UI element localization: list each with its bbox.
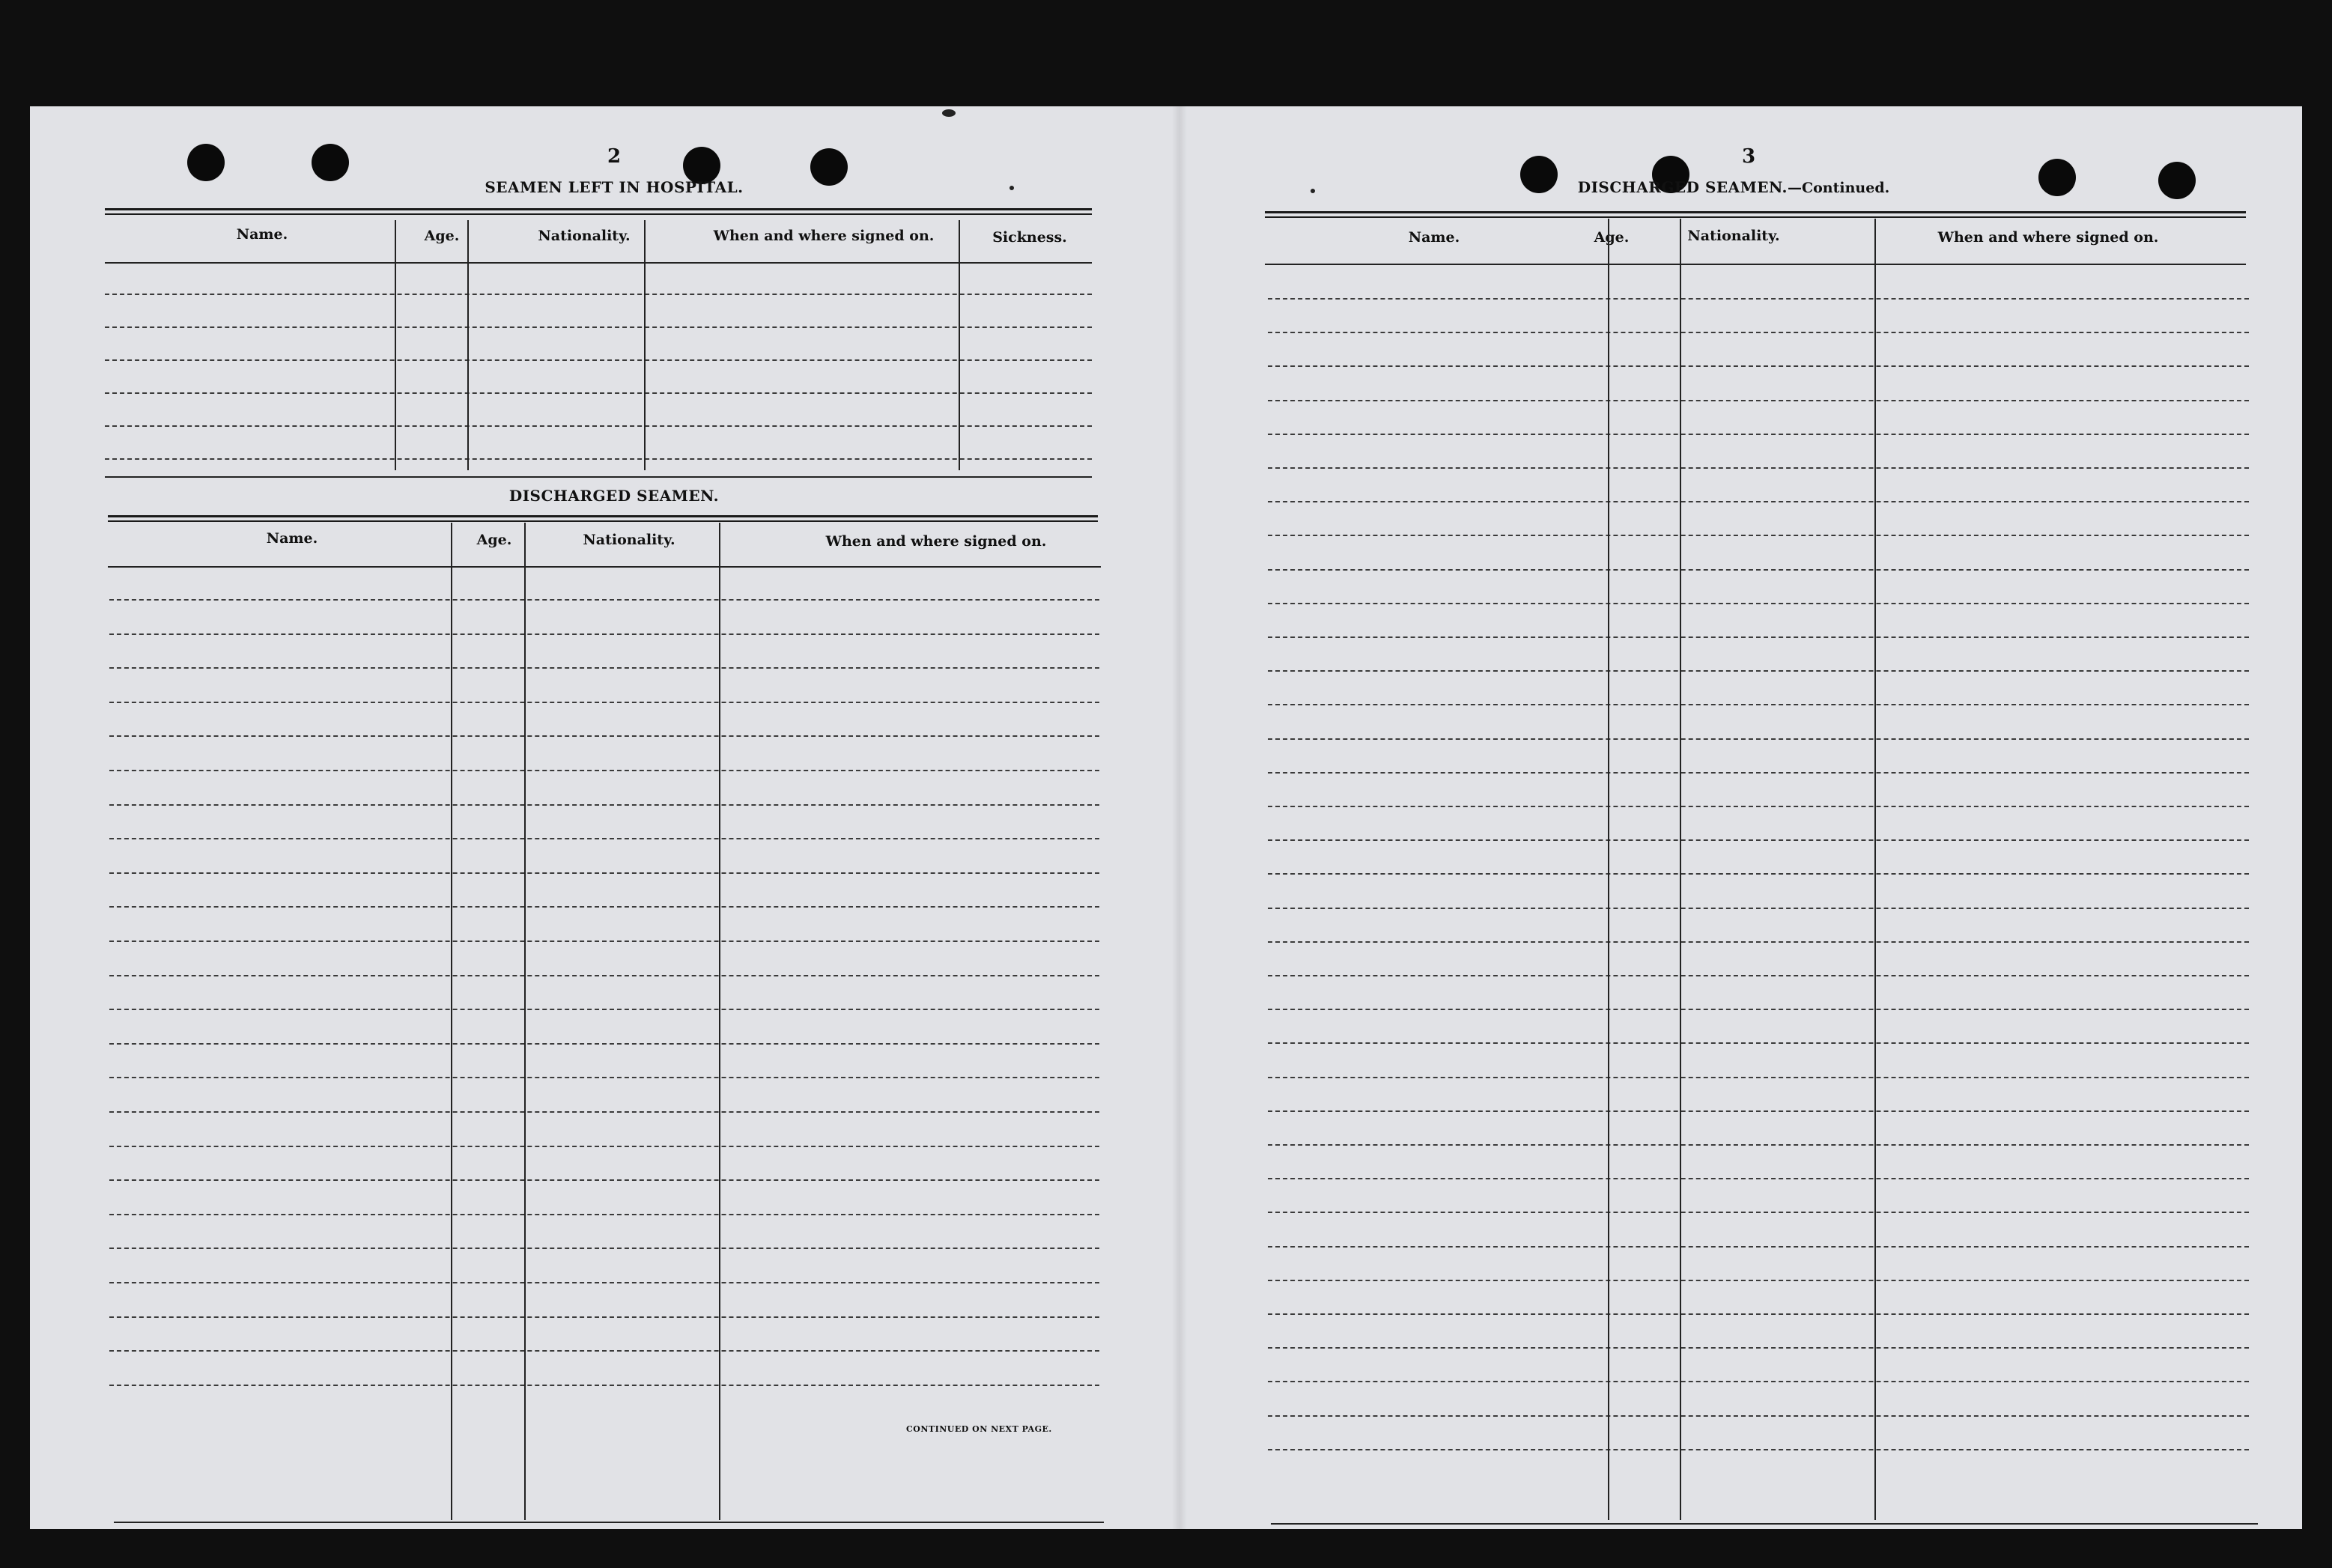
right-bottom-rule	[1271, 1523, 2258, 1525]
col-when-where: When and where signed on.	[1937, 229, 2159, 246]
blank-entry-row[interactable]	[109, 1316, 1099, 1318]
blank-entry-row[interactable]	[109, 1077, 1099, 1078]
hospital-top-rule	[105, 208, 1092, 210]
right-top-rule	[1265, 211, 2246, 213]
blank-entry-row[interactable]	[109, 1214, 1099, 1215]
left-page	[30, 106, 1172, 1529]
blank-entry-row[interactable]	[1268, 908, 2249, 909]
blank-entry-row[interactable]	[1268, 467, 2249, 469]
book-gutter	[1172, 106, 1187, 1529]
blank-entry-row[interactable]	[109, 667, 1099, 669]
blank-entry-row[interactable]	[109, 633, 1099, 635]
column-divider	[1874, 219, 1876, 1520]
blank-entry-row[interactable]	[109, 770, 1099, 771]
blank-entry-row[interactable]	[1268, 1246, 2249, 1248]
col-when-where: When and where signed on.	[825, 533, 1047, 550]
section-title-text: DISCHARGED SEAMEN.	[1577, 178, 1788, 196]
blank-entry-row[interactable]	[1268, 1449, 2249, 1450]
blank-entry-row[interactable]	[109, 1179, 1099, 1181]
blank-entry-row[interactable]	[1268, 1415, 2249, 1417]
blank-entry-row[interactable]	[1268, 975, 2249, 976]
blank-entry-row[interactable]	[1268, 298, 2249, 300]
column-divider	[395, 220, 396, 470]
blank-entry-row[interactable]	[1268, 1009, 2249, 1010]
blank-entry-row[interactable]	[1268, 365, 2249, 367]
blank-entry-row[interactable]	[109, 906, 1099, 908]
blank-entry-row[interactable]	[1268, 1178, 2249, 1179]
blank-entry-row[interactable]	[1268, 434, 2249, 435]
continued-suffix: —Continued.	[1788, 180, 1890, 196]
column-divider	[524, 523, 526, 1520]
column-divider	[719, 523, 720, 1520]
column-divider	[644, 220, 646, 470]
discharged-section-title: DISCHARGED SEAMEN.	[508, 487, 720, 505]
blank-entry-row[interactable]	[1268, 535, 2249, 536]
blank-entry-row[interactable]	[1268, 704, 2249, 705]
hospital-section-title: SEAMEN LEFT IN HOSPITAL.	[485, 178, 744, 196]
blank-entry-row[interactable]	[1268, 400, 2249, 401]
blank-entry-row[interactable]	[1268, 1042, 2249, 1044]
blank-entry-row[interactable]	[1268, 332, 2249, 333]
column-divider	[1680, 219, 1681, 1520]
blank-entry-row[interactable]	[109, 1282, 1099, 1283]
blank-entry-row[interactable]	[109, 1385, 1099, 1386]
column-divider	[467, 220, 469, 470]
blank-entry-row[interactable]	[1268, 1347, 2249, 1349]
column-divider	[1608, 219, 1609, 1520]
blank-entry-row[interactable]	[1268, 1381, 2249, 1382]
blank-entry-row[interactable]	[1268, 501, 2249, 502]
discharged-bottom-rule	[114, 1522, 1104, 1523]
blank-entry-row[interactable]	[109, 1009, 1099, 1010]
blank-entry-row[interactable]	[109, 941, 1099, 942]
col-age: Age.	[424, 228, 460, 244]
blank-entry-row[interactable]	[109, 975, 1099, 976]
column-divider	[959, 220, 960, 470]
blank-entry-row[interactable]	[109, 599, 1099, 601]
blank-entry-row[interactable]	[109, 804, 1099, 806]
blank-entry-row[interactable]	[1268, 941, 2249, 943]
blank-entry-row[interactable]	[1268, 1077, 2249, 1078]
blank-entry-row[interactable]	[109, 1111, 1099, 1113]
col-nationality: Nationality.	[583, 532, 675, 548]
blank-entry-row[interactable]	[1268, 1280, 2249, 1281]
blank-entry-row[interactable]	[109, 1043, 1099, 1045]
blank-entry-row[interactable]	[1268, 569, 2249, 571]
discharged-continued-title	[1546, 178, 1921, 196]
blank-entry-row[interactable]	[109, 1248, 1099, 1249]
blank-entry-row[interactable]	[109, 1146, 1099, 1147]
blank-entry-row[interactable]	[109, 735, 1099, 737]
col-nationality: Nationality.	[1687, 228, 1780, 244]
blank-entry-row[interactable]	[1268, 873, 2249, 875]
column-divider	[451, 523, 452, 1520]
hospital-bottom-rule	[105, 476, 1092, 478]
col-name: Name.	[236, 226, 288, 243]
right-page	[1187, 106, 2302, 1529]
blank-entry-row[interactable]	[105, 326, 1092, 328]
discharged-top-rule	[108, 515, 1098, 517]
ledger-paper	[30, 106, 2302, 1529]
blank-entry-row[interactable]	[1268, 1144, 2249, 1146]
col-when-where: When and where signed on.	[713, 228, 935, 244]
blank-entry-row[interactable]	[1268, 738, 2249, 740]
blank-entry-row[interactable]	[105, 392, 1092, 394]
blank-entry-row[interactable]	[1268, 772, 2249, 774]
hospital-header-rule	[105, 262, 1092, 264]
blank-entry-row[interactable]	[1268, 839, 2249, 841]
right-header-rule	[1265, 264, 2246, 265]
blank-entry-row[interactable]	[1268, 636, 2249, 638]
discharged-header-rule	[108, 566, 1101, 568]
blank-entry-row[interactable]	[109, 838, 1099, 839]
blank-entry-row[interactable]	[1268, 806, 2249, 807]
blank-entry-row[interactable]	[109, 702, 1099, 703]
blank-entry-row[interactable]	[1268, 670, 2249, 672]
blank-entry-row[interactable]	[1268, 1313, 2249, 1315]
blank-entry-row[interactable]	[1268, 603, 2249, 604]
blank-entry-row[interactable]	[109, 872, 1099, 874]
blank-entry-row[interactable]	[105, 294, 1092, 295]
page-number: 2	[607, 145, 622, 168]
blank-entry-row[interactable]	[1268, 1212, 2249, 1213]
page-number: 3	[1741, 145, 1756, 168]
col-name: Name.	[266, 530, 318, 547]
blank-entry-row[interactable]	[105, 425, 1092, 427]
col-nationality: Nationality.	[538, 228, 631, 244]
blank-entry-row[interactable]	[105, 359, 1092, 361]
col-sickness: Sickness.	[992, 229, 1067, 246]
col-age: Age.	[476, 532, 512, 548]
continued-note: CONTINUED ON NEXT PAGE.	[906, 1424, 1052, 1434]
blank-entry-row[interactable]	[105, 458, 1092, 460]
blank-entry-row[interactable]	[109, 1350, 1099, 1352]
col-age: Age.	[1594, 229, 1630, 246]
col-name: Name.	[1408, 229, 1460, 246]
blank-entry-row[interactable]	[1268, 1110, 2249, 1112]
